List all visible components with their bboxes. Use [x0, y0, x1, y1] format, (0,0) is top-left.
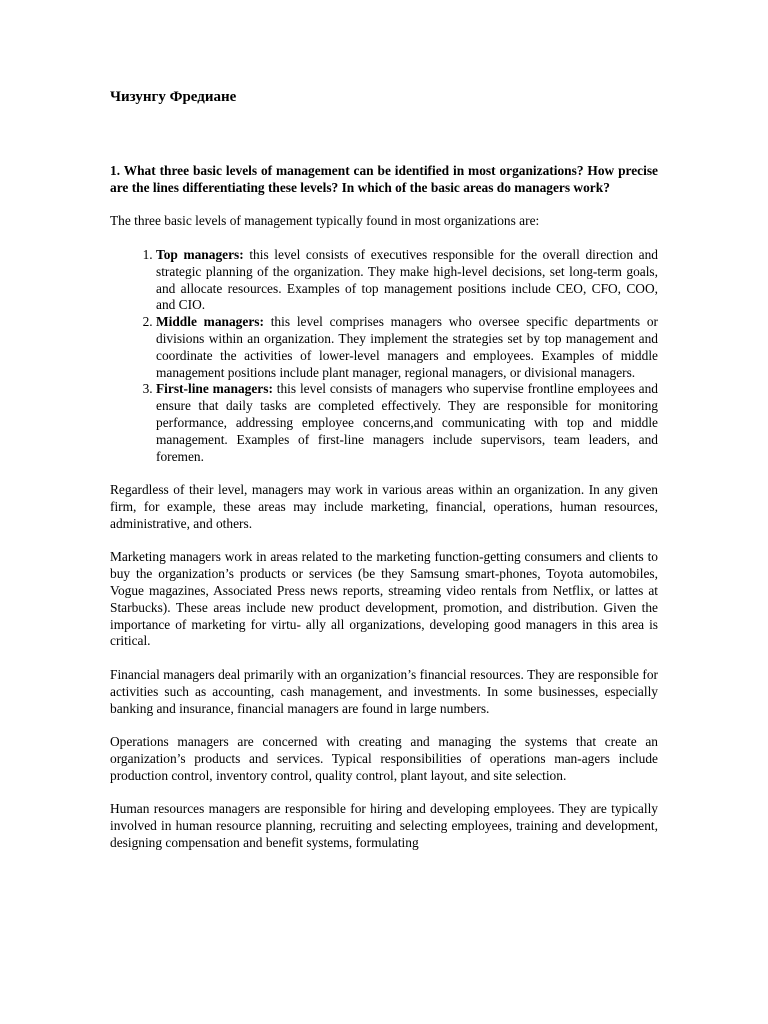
- list-item-term: Middle managers:: [156, 314, 264, 330]
- list-item-top-managers: [156, 247, 658, 314]
- paragraph-human-resources: Human resources managers are responsible for hiring and developing employees. They are typically involved in human resource planning, recruiting and selecting employees, training and development, designing compensation and benefit systems, formulating: [110, 801, 658, 850]
- paragraph-financial: Financial managers deal primarily with an organization’s financial resources. They are responsible for activities such as accounting, cash management, and investments. In some businesses, especially banking and insurance, financial managers are found in large numbers.: [110, 666, 658, 716]
- paragraph-operations: Operations managers are concerned with creating and managing the systems that create an organization’s products and services. Typical responsibilities of operations man-agers include production control, inventory control, quality control, plant layout, and site selection.: [110, 734, 658, 783]
- intro-paragraph: The three basic levels of management typically found in most organizations are:: [110, 213, 540, 229]
- list-item-text: this level comprises managers who oversee specific departments or divisions within an organization. They implement the strategies set by top management and coordinate the activities of lower-level managers and employees. Examples of middle management positions include plant manager, regional managers, or divisional managers.: [156, 314, 658, 380]
- list-item-text: this level consists of managers who supervise frontline employees and ensure that daily tasks are completed effectively. They are responsible for monitoring performance, addressing employee concerns,and communicating with top and middle management. Examples of first-line managers include supervisors, team leaders, and foremen.: [156, 381, 658, 464]
- paragraph-areas: Regardless of their level, managers may work in various areas within an organization. In any given firm, for example, these areas may include marketing, financial, operations, human resources, administrative, and others.: [110, 482, 658, 531]
- list-item-text: this level consists of executives responsible for the overall direction and strategic planning of the organization. They make high-level decisions, set long-term goals, and allocate resources. Examples of top management positions include CEO, CFO, COO, and CIO.: [156, 246, 659, 313]
- list-item-term: First-line managers:: [156, 381, 273, 397]
- document-body: [110, 163, 658, 868]
- list-item-term: Top managers:: [156, 246, 244, 262]
- list-item-first-line-managers: [156, 381, 658, 465]
- author-name: Чизунгу Фредиане: [110, 89, 237, 105]
- list-item-middle-managers: [156, 314, 658, 381]
- question-heading: 1. What three basic levels of management can be identified in most organizations? How precise are the lines differentiating these levels? In which of the basic areas do managers work?: [110, 163, 658, 195]
- management-levels-list: [110, 247, 658, 465]
- paragraph-marketing: Marketing managers work in areas related to the marketing function-getting consumers and clients to buy the organization’s products or services (be they Samsung smart-phones, Toyota automobiles, Vogue magazines, Associated Press news reports, streaming video rentals from Netflix, or lattes at Starbucks). These areas include new product development, promotion, and distribution. Given the importance of marketing for virtu- ally all organizations, developing good managers in this area is critical.: [110, 549, 658, 649]
